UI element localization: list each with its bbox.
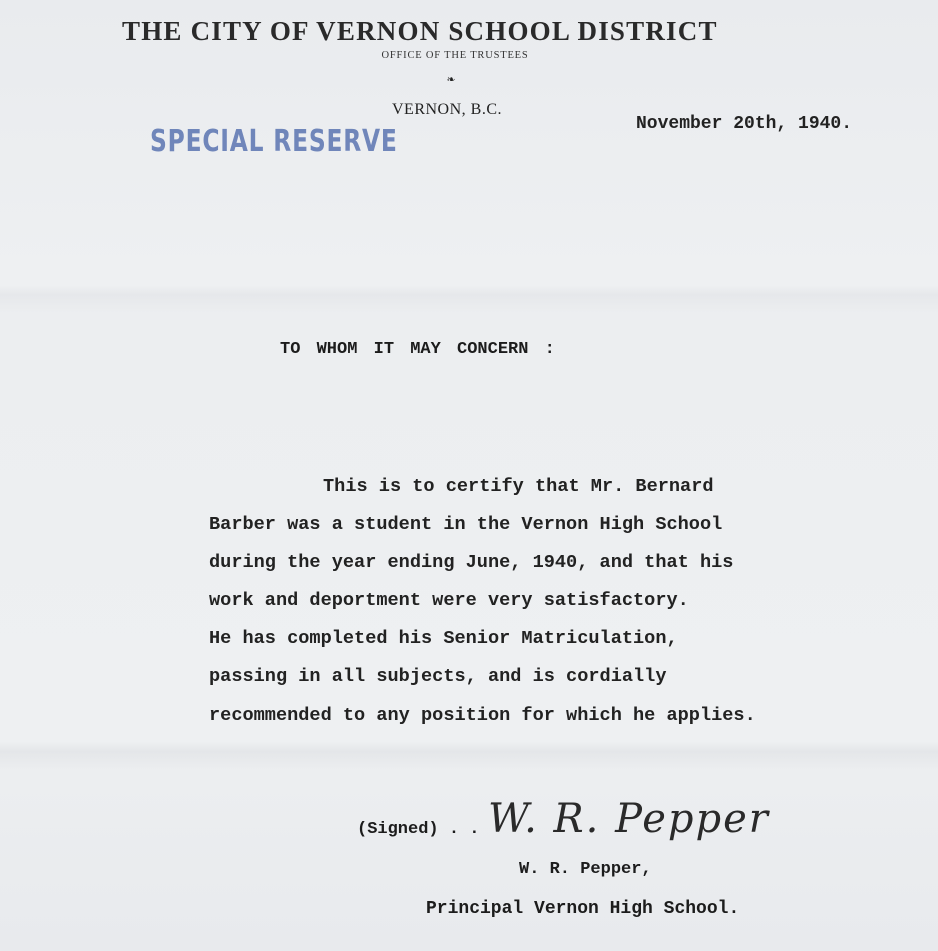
- handwritten-signature: W. R. Pepper: [488, 796, 770, 842]
- body-line: passing in all subjects, and is cordially: [209, 666, 667, 687]
- body-line: during the year ending June, 1940, and that his: [209, 552, 734, 573]
- body-line: recommended to any position for which he applies.: [209, 705, 756, 726]
- letter-date: November 20th, 1940.: [636, 114, 853, 134]
- salutation: TO WHOM IT MAY CONCERN :: [280, 340, 555, 359]
- letterhead-title: THE CITY OF VERNON SCHOOL DISTRICT: [122, 16, 718, 46]
- ornament-icon: ❧: [447, 72, 455, 87]
- signatory-name: W. R. Pepper,: [519, 860, 652, 879]
- body-line: work and deportment were very satisfactory.: [209, 590, 689, 611]
- special-reserve-stamp: SPECIAL RESERVE: [150, 124, 398, 159]
- letterhead-city: VERNON, B.C.: [392, 101, 503, 118]
- body-line: Barber was a student in the Vernon High School: [209, 514, 723, 535]
- signatory-title: Principal Vernon High School.: [426, 899, 740, 919]
- body-line: This is to certify that Mr. Bernard: [323, 476, 714, 497]
- body-line: He has completed his Senior Matriculation,: [209, 628, 678, 649]
- signed-label: (Signed) . .: [357, 820, 480, 839]
- letterhead-office: OFFICE OF THE TRUSTEES: [381, 50, 529, 61]
